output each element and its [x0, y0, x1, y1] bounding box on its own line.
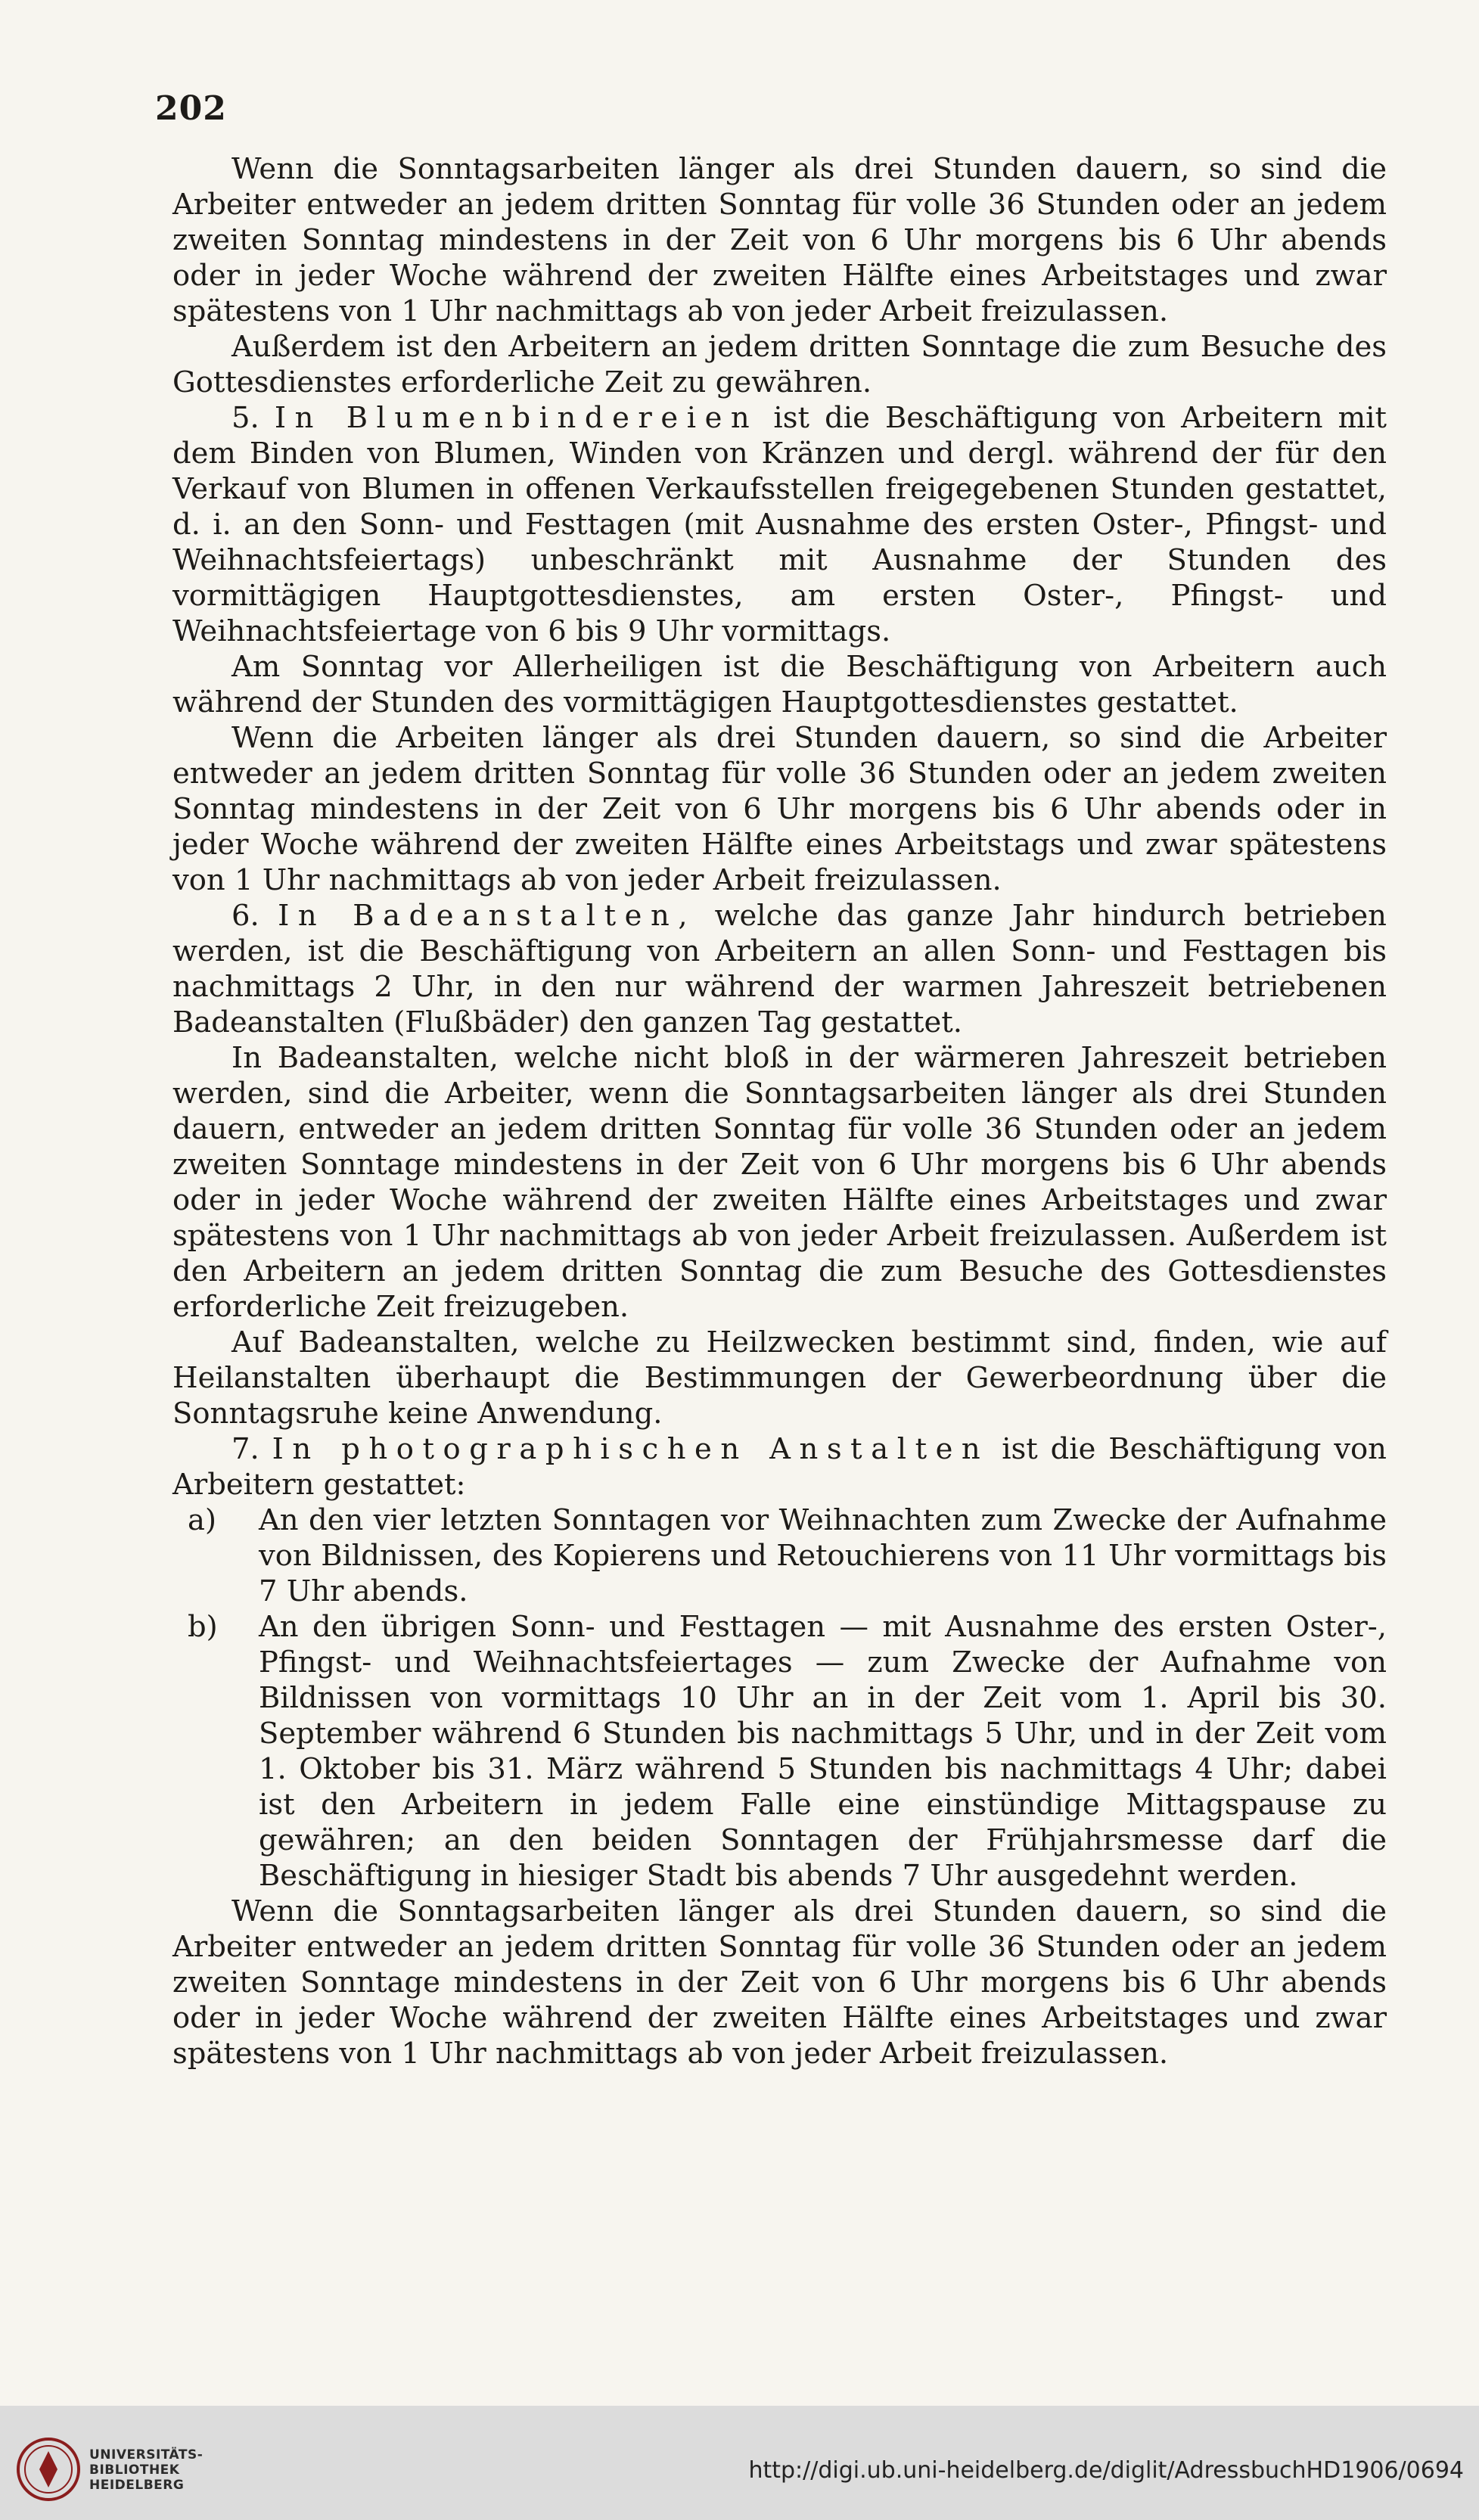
paragraph: Wenn die Arbeiten länger als drei Stunden dauern, so sind die Arbeiter entweder an jedem dritten Sonntag für volle 36 Stunden oder an jedem zweiten Sonntag mindestens in der Zeit von 6 Uhr morgens bis 6 Uhr abends oder in jeder Woche während der zweiten Hälfte eines Arbeitstags und zwar spätestens von 1 Uhr nachmittags ab von jeder Arbeit freizulassen. — [172, 721, 1387, 897]
footer-bar — [0, 2406, 1479, 2520]
list-item — [172, 1502, 1387, 1609]
paragraph: Auf Badeanstalten, welche zu Heilzwecken bestimmt sind, finden, wie auf Heilanstalten überhaupt die Bestimmungen der Gewerbeordnung über die Sonntagsruhe keine Anwendung. — [172, 1325, 1387, 1431]
list-marker: a) — [188, 1503, 216, 1537]
enumerated-list — [172, 1502, 1387, 1894]
university-seal-icon — [15, 2436, 82, 2503]
paragraph: In Badeanstalten, welche nicht bloß in der wärmeren Jahreszeit betrieben werden, sind die Arbeiter, wenn die Sonntagsarbeiten länger als drei Stunden dauern, entweder an jedem dritten Sonntag für volle 36 Stunden oder an jedem zweiten Sonntage mindestens in der Zeit von 6 Uhr morgens bis 6 Uhr abends oder in jeder Woche während der zweiten Hälfte eines Arbeitstages und zwar spätestens von 1 Uhr nachmittags ab von jeder Arbeit freizulassen. Außerdem ist den Arbeitern an jedem dritten Sonntag die zum Besuche des Gottesdienstes erforderliche Zeit freizugeben. — [172, 1041, 1387, 1324]
list-marker: b) — [188, 1610, 218, 1644]
list-item-text: An den vier letzten Sonntagen vor Weihnachten zum Zwecke der Aufnahme von Bildnissen, des Kopierens und Retouchierens von 11 Uhr vormittags bis 7 Uhr abends. — [259, 1503, 1387, 1608]
section-paragraph: 5. In Blumenbindereien ist die Beschäftigung von Arbeitern mit dem Binden von Blumen, Winden von Kränzen und dergl. während der für den Verkauf von Blumen in offenen Verkaufsstellen freigegebenen Stunden gestattet, d. i. an den Sonn- und Festtagen (mit Ausnahme des ersten Oster-, Pfingst- und Weihnachtsfeiertags) unbeschränkt mit Ausnahme der Stunden des vormittägigen Hauptgottesdienstes, am ersten Oster-, Pfingst- und Weihnachtsfeiertage von 6 bis 9 Uhr vormittags. — [172, 401, 1387, 648]
section-paragraph: 7. In photographischen Anstalten ist die Beschäftigung von Arbeitern gestattet: — [172, 1432, 1387, 1502]
document-body — [172, 151, 1387, 2071]
source-url-link[interactable]: http://digi.ub.uni-heidelberg.de/diglit/AdressbuchHD1906/0694 — [748, 2457, 1464, 2484]
paragraph: Außerdem ist den Arbeitern an jedem dritten Sonntage die zum Besuche des Gottesdienstes erforderliche Zeit zu gewähren. — [172, 330, 1387, 399]
section-paragraph: 6. In Badeanstalten, welche das ganze Jahr hindurch betrieben werden, ist die Beschäftigung von Arbeitern an allen Sonn- und Festtagen bis nachmittags 2 Uhr, in den nur während der warmen Jahreszeit betriebenen Badeanstalten (Flußbäder) den ganzen Tag gestattet. — [172, 899, 1387, 1039]
paragraph: Wenn die Sonntagsarbeiten länger als drei Stunden dauern, so sind die Arbeiter entweder an jedem dritten Sonntag für volle 36 Stunden oder an jedem zweiten Sonntag mindestens in der Zeit von 6 Uhr morgens bis 6 Uhr abends oder in jeder Woche während der zweiten Hälfte eines Arbeitstages und zwar spätestens von 1 Uhr nachmittags ab von jeder Arbeit freizulassen. — [172, 152, 1387, 328]
list-item-text: An den übrigen Sonn- und Festtagen — mit Ausnahme des ersten Oster-, Pfingst- und Weihnachtsfeiertages — zum Zwecke der Aufnahme von Bildnissen von vormittags 10 Uhr an in der Zeit vom 1. April bis 30. September während 6 Stunden bis nachmittags 5 Uhr, und in der Zeit vom 1. Oktober bis 31. März während 5 Stunden bis nachmittags 4 Uhr; dabei ist den Arbeitern in jedem Falle eine einstündige Mittagspause zu gewähren; an den beiden Sonntagen der Frühjahrsmesse darf die Beschäftigung in hiesiger Stadt bis abends 7 Uhr ausgedehnt werden. — [259, 1610, 1387, 1893]
library-name: UNIVERSITÄTS- BIBLIOTHEK HEIDELBERG — [89, 2447, 204, 2493]
page-number: 202 — [155, 89, 227, 128]
paragraph: Wenn die Sonntagsarbeiten länger als drei Stunden dauern, so sind die Arbeiter entweder an jedem dritten Sonntag für volle 36 Stunden oder an jedem zweiten Sonntage mindestens in der Zeit von 6 Uhr morgens bis 6 Uhr abends oder in jeder Woche während der zweiten Hälfte eines Arbeitstages und zwar spätestens von 1 Uhr nachmittags ab von jeder Arbeit freizulassen. — [172, 1894, 1387, 2071]
list-item — [172, 1609, 1387, 1894]
paragraph: Am Sonntag vor Allerheiligen ist die Beschäftigung von Arbeitern auch während der Stunden des vormittägigen Hauptgottesdienstes gestattet. — [172, 650, 1387, 719]
